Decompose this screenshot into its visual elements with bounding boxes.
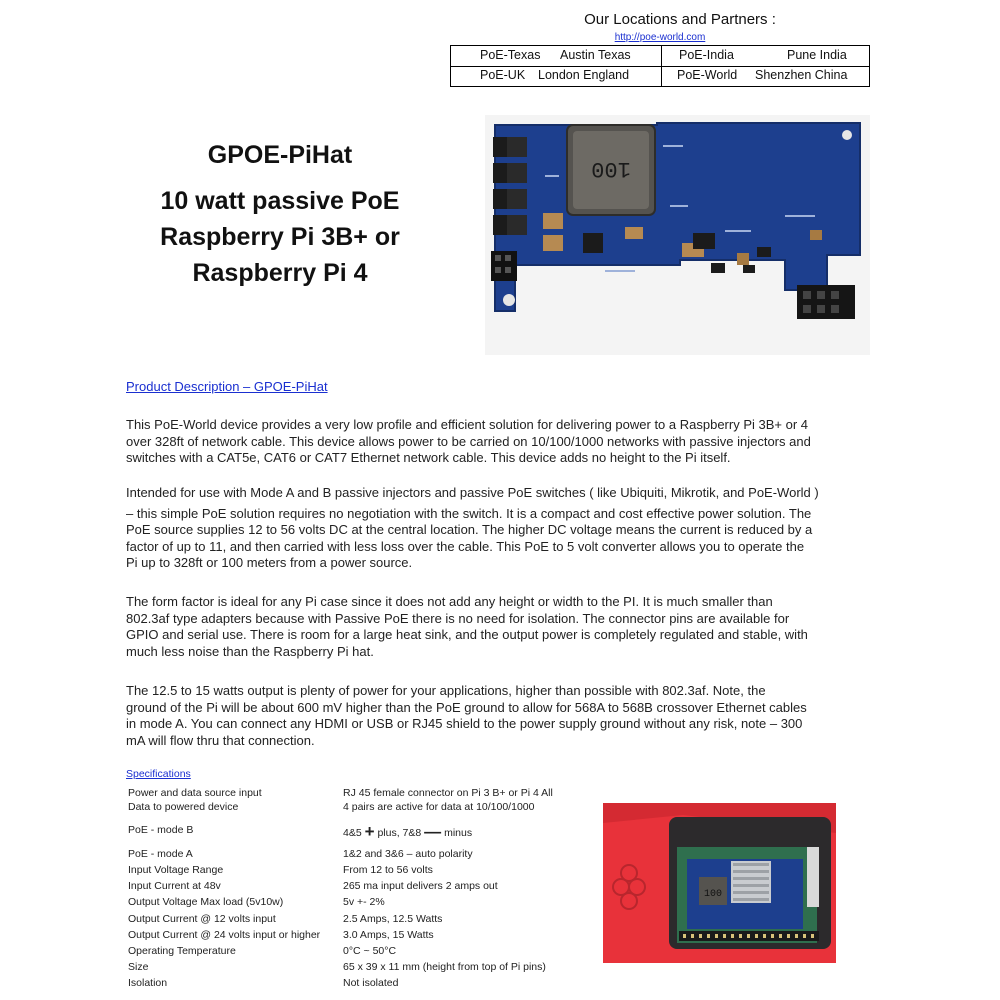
minus-icon: — (424, 822, 442, 841)
partner-name: PoE-Texas (480, 48, 541, 62)
partner-city: Shenzhen China (755, 68, 848, 82)
spec-value: 0°C ~ 50°C (343, 945, 397, 957)
description-paragraph (126, 594, 846, 660)
spec-value: 2.5 Amps, 12.5 Watts (343, 913, 443, 925)
spec-label: Size (128, 961, 149, 973)
paragraph-line: 802.3af type adapters because with Passive PoE there is no need for isolation. The connector pins are available for (126, 610, 790, 626)
chip-label: 100 (703, 889, 723, 900)
product-title: GPOE-PiHat (207, 141, 353, 169)
paragraph-line: much less noise than the Raspberry Pi hat. (126, 643, 374, 659)
specifications-heading-link[interactable]: Specifications (126, 768, 191, 780)
spec-label: Operating Temperature (128, 945, 236, 957)
spec-value-part: 4&5 (343, 827, 365, 839)
description-paragraph (126, 417, 846, 467)
paragraph-line: Pi up to 328ft or 100 meters from a power source. (126, 555, 413, 571)
spec-label: PoE - mode A (128, 848, 193, 860)
spec-value: RJ 45 female connector on Pi 3 B+ or Pi 4 All (343, 787, 553, 799)
spec-value: 4 pairs are active for data at 10/100/1000 (343, 801, 535, 813)
spec-value: 5v +- 2% (343, 896, 385, 908)
product-subtitle-line: Raspberry Pi 3B+ or (160, 223, 400, 251)
paragraph-line: mA will flow thru that connection. (126, 732, 315, 748)
paragraph-line: – this simple PoE solution requires no negotiation with the switch. It is a compact and cost effective power solution. The (126, 505, 812, 521)
paragraph-line: Intended for use with Mode A and B passive injectors and passive PoE switches ( like Ubiquiti, Mikrotik, and PoE-World ) (126, 485, 819, 500)
spec-value: 3.0 Amps, 15 Watts (343, 929, 434, 941)
paragraph-line: switches with a CAT5e, CAT6 or CAT7 Ethernet network cable. This device adds no height to the Pi itself. (126, 450, 731, 466)
spec-label: Power and data source input (128, 787, 262, 799)
partner-city: Austin Texas (560, 48, 631, 62)
locations-row (451, 46, 869, 67)
paragraph-line: GPIO and serial use. There is room for a large heat sink, and the output power is completely regulated and stable, with (126, 627, 808, 643)
locations-row (451, 66, 869, 86)
paragraph-line: The 12.5 to 15 watts output is plenty of power for your applications, higher than possible with 802.3af. Note, the (126, 683, 766, 698)
locations-table (450, 45, 870, 87)
inductor-label: 100 (591, 156, 631, 181)
case-photo (603, 803, 836, 963)
partner-name: PoE-UK (480, 68, 526, 82)
description-heading-link[interactable]: Product Description – GPOE-PiHat (126, 379, 328, 394)
plus-icon: + (364, 822, 375, 841)
table-divider (661, 46, 662, 86)
spec-value: 65 x 39 x 11 mm (height from top of Pi pins) (343, 961, 546, 973)
spec-label: Isolation (128, 977, 168, 989)
locations-url-link[interactable]: http://poe-world.com (614, 32, 706, 43)
spec-label: Input Current at 48v (128, 880, 221, 892)
spec-value-part: plus, 7&8 (374, 827, 425, 839)
board-photo (485, 115, 870, 355)
paragraph-line: This PoE-World device provides a very low profile and efficient solution for delivering power to a Raspberry Pi 3B+ or 4 (126, 417, 808, 432)
spec-label: Input Voltage Range (128, 864, 224, 876)
spec-label: Data to powered device (128, 801, 239, 813)
paragraph-line: in mode A. You can connect any HDMI or USB or RJ45 shield to the power supply ground without any risk, note – 300 (126, 716, 803, 732)
spec-value: 1&2 and 3&6 – auto polarity (343, 848, 473, 860)
spec-value-part: minus (441, 827, 473, 839)
spec-label: PoE - mode B (128, 824, 194, 836)
spec-value: Not isolated (343, 977, 399, 989)
spec-label: Output Current @ 24 volts input or higher (128, 929, 321, 941)
paragraph-line: The form factor is ideal for any Pi case since it does not add any height or width to the PI. It is much smaller than (126, 594, 773, 609)
paragraph-line: over 328ft of network cable. This device allows power to be carried on 10/100/1000 networks with passive injectors and (126, 433, 811, 449)
spec-value: From 12 to 56 volts (343, 864, 433, 876)
partner-city: London England (538, 68, 630, 82)
locations-title: Our Locations and Partners : (584, 11, 776, 28)
spec-value: 265 ma input delivers 2 amps out (343, 880, 498, 892)
partner-name: PoE-India (679, 48, 734, 62)
description-paragraph (126, 683, 846, 749)
product-subtitle-line: Raspberry Pi 4 (192, 259, 368, 287)
partner-city: Pune India (787, 48, 847, 62)
paragraph-line: factor of up to 11, and then carried with less loss over the cable. This PoE to 5 volt converter allows you to operate the (126, 538, 805, 554)
product-subtitle-line: 10 watt passive PoE (160, 187, 400, 215)
partner-name: PoE-World (677, 68, 738, 82)
paragraph-line: ground of the Pi will be about 600 mV higher than the PoE ground to allow for 568A to 568B crossover Ethernet cables (126, 699, 807, 715)
spec-value-mode-b (343, 822, 472, 842)
spec-label: Output Voltage Max load (5v10w) (128, 896, 284, 908)
description-paragraph (126, 485, 846, 572)
paragraph-line: PoE source supplies 12 to 56 volts DC at the central location. The higher DC voltage means the current is reduced by a (126, 522, 813, 538)
spec-label: Output Current @ 12 volts input (128, 913, 276, 925)
